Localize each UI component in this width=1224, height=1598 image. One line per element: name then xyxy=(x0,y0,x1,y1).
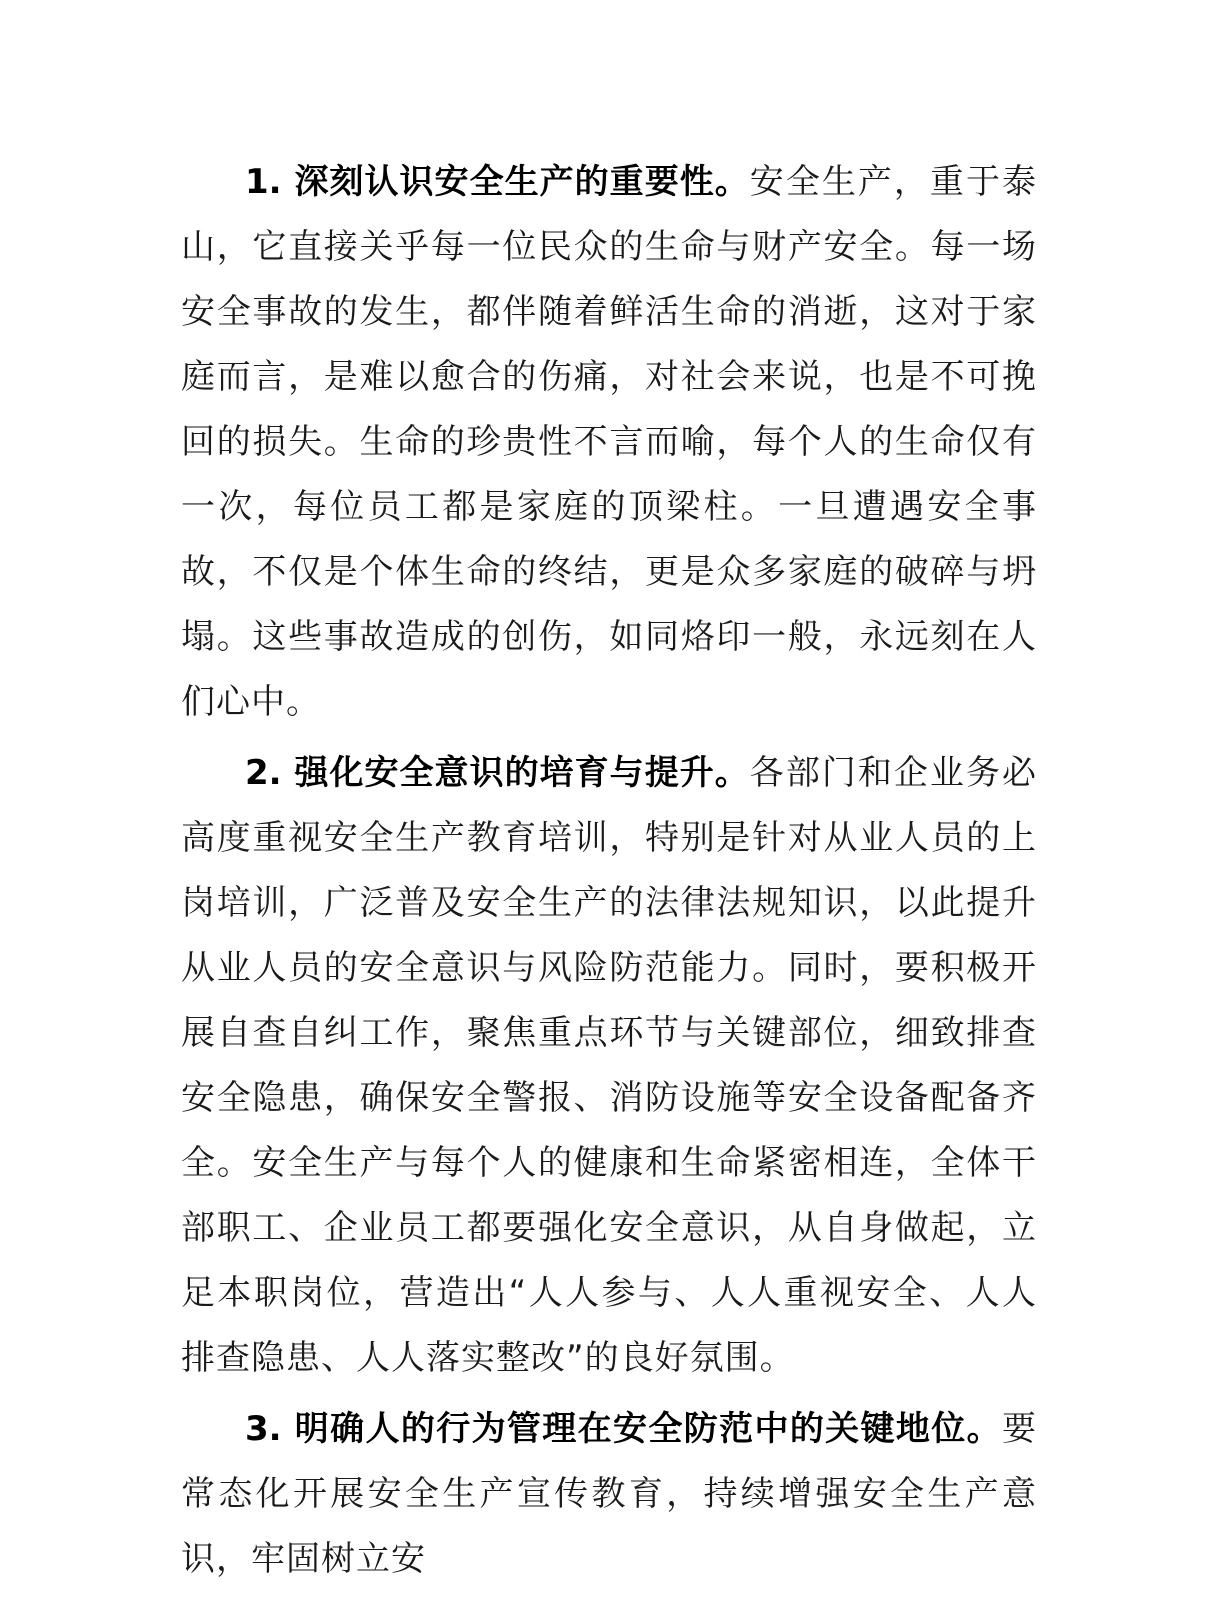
document-body xyxy=(181,150,1037,1598)
paragraph-2 xyxy=(181,741,1037,1391)
paragraph-heading: 2. 强化安全意识的培育与提升。 xyxy=(245,753,750,793)
paragraph-3 xyxy=(181,1397,1037,1592)
paragraph-heading: 1. 深刻认识安全生产的重要性。 xyxy=(245,162,750,202)
paragraph-text: 安全生产，重于泰山，它直接关乎每一位民众的生命与财产安全。每一场安全事故的发生，都伴随着鲜活生命的消逝，这对于家庭而言，是难以愈合的伤痛，对社会来说，也是不可挽回的损失。生命的珍贵性不言而喻，每个人的生命仅有一次，每位员工都是家庭的顶梁柱。一旦遭遇安全事故，不仅是个体生命的终结，更是众多家庭的破碎与坍塌。这些事故造成的创伤，如同烙印一般，永远刻在人们心中。 xyxy=(181,162,1037,722)
paragraph-text: 各部门和企业务必高度重视安全生产教育培训，特别是针对从业人员的上岗培训，广泛普及安全生产的法律法规知识，以此提升从业人员的安全意识与风险防范能力。同时，要积极开展自查自纠工作，聚焦重点环节与关键部位，细致排查安全隐患，确保安全警报、消防设施等安全设备配备齐全。安全生产与每个人的健康和生命紧密相连，全体干部职工、企业员工都要强化安全意识，从自身做起，立足本职岗位，营造出“人人参与、人人重视安全、人人排查隐患、人人落实整改”的良好氛围。 xyxy=(181,753,1037,1378)
paragraph-heading: 3. 明确人的行为管理在安全防范中的关键地位。 xyxy=(245,1409,1002,1449)
paragraph-text: 要常态化开展安全生产宣传教育，持续增强安全生产意识，牢固树立安 xyxy=(181,1409,1037,1579)
paragraph-1 xyxy=(181,150,1037,735)
